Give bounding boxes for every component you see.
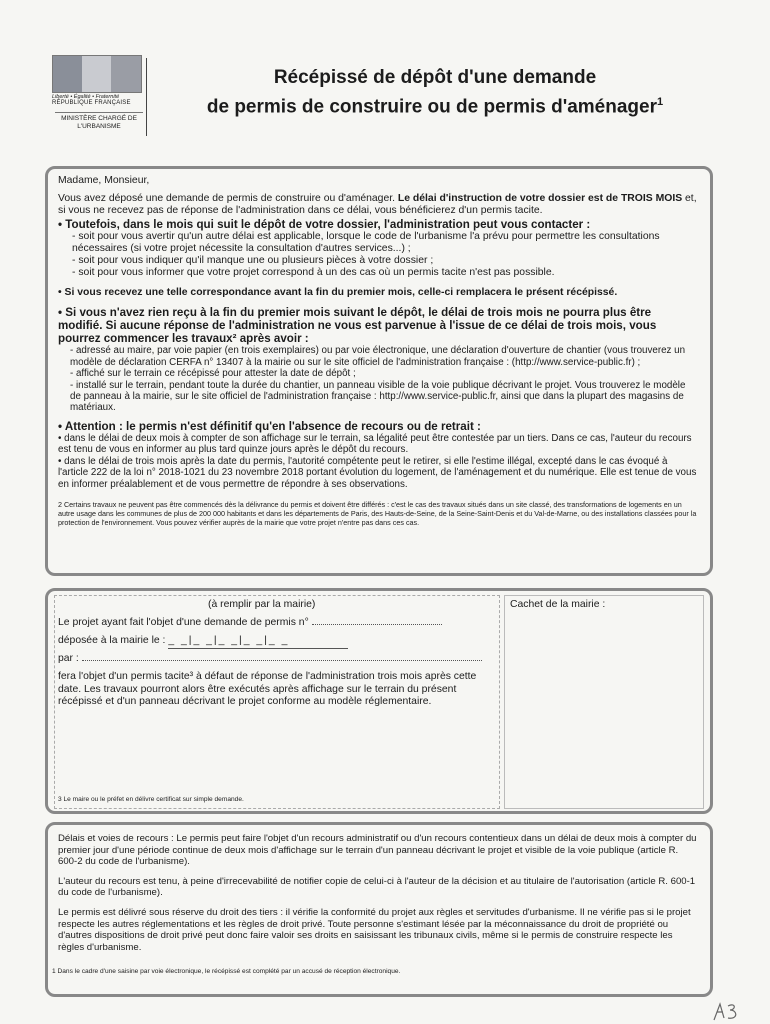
salutation: Madame, Monsieur, bbox=[58, 175, 150, 186]
no-reply-heading: • Si vous n'avez rien reçu à la fin du premier mois suivant le dépôt, le délai de trois mois ne pourra plus être modifié. Si aucune réponse de l'administration ne vous est parvenue à l'issue de ce délai de trois mois, vous pourrez commencer les travaux² après avoir : bbox=[58, 305, 657, 346]
logo-motto: Liberté • Égalité • Fraternité bbox=[52, 94, 120, 100]
mairie-form-box bbox=[45, 588, 713, 814]
appeal-deadlines: Délais et voies de recours : Le permis peut faire l'objet d'un recours administratif ou d'un recours contentieux dans un délai de deux mois à compter du premier jour d'une période continue de deux mois d'affichage sur le terrain d'un panneau décrivant le projet et visible de la voie publique (article R. 600-2 du code de l'urbanisme). bbox=[58, 833, 697, 868]
replacement-note: • Si vous recevez une telle correspondance avant la fin du premier mois, celle-ci remplacera le présent récépissé. bbox=[58, 286, 618, 298]
notice-box bbox=[45, 166, 713, 576]
footnote-2: 2 Certains travaux ne peuvent pas être commencés dès la délivrance du permis et doivent être différés : c'est le cas des travaux situés dans un site classé, des transformations de logements en un autre usage dans les communes de plus de 200 000 habitants et dans les départements de Paris, des Hauts-de-Seine, de la Seine-Saint-Denis et du Val-de-Marne, ou des installations classées pour la protection de l'environnement. Vous pouvez vérifier auprès de la mairie que votre projet n'entre pas dans ces cas. bbox=[58, 500, 697, 528]
project-number-label: Le projet ayant fait l'objet d'une demande de permis n° bbox=[58, 617, 309, 628]
works-item-2: - affiché sur le terrain ce récépissé pour attester la date de dépôt ; bbox=[70, 368, 356, 380]
handwritten-initials-icon bbox=[712, 998, 742, 1022]
attention-heading: • Attention : le permis n'est définitif qu'en l'absence de recours ou de retrait : bbox=[58, 419, 481, 433]
header-divider bbox=[146, 58, 147, 136]
applicant-label: par : bbox=[58, 653, 79, 664]
ministry-label: MINISTÈRE CHARGÉ DE L'URBANISME bbox=[55, 112, 143, 131]
applicant-field[interactable] bbox=[58, 653, 482, 666]
footnote-1: 1 Dans le cadre d'une saisine par voie électronique, le récépissé est complété par un accusé de réception électronique. bbox=[52, 968, 401, 975]
deposit-date-label: déposée à la mairie le : bbox=[58, 635, 166, 646]
contact-item-2: - soit pour vous indiquer qu'il manque une ou plusieurs pièces à votre dossier ; bbox=[72, 255, 434, 267]
title-line-1: Récépissé de dépôt d'une demande bbox=[273, 67, 597, 88]
attention-item-2: • dans le délai de trois mois après la date du permis, l'autorité compétente peut le retirer, si elle l'estime illégal, excepté dans le cas évoqué à l'article 222 de la loi n° 2018-1021 du 23 novembre 2018 portant évolution du logement, de l'aménagement et du numérique. Elle est tenue de vous en informer préalablement et de vous permettre de répondre à ses observations. bbox=[58, 455, 697, 490]
appeal-notification: L'auteur du recours est tenu, à peine d'irrecevabilité de notifier copie de celui-ci à l'auteur de la décision et au titulaire de l'autorisation (article R. 600-1 du code de l'urbanisme). bbox=[58, 875, 696, 899]
attention-item-1: • dans le délai de deux mois à compter de son affichage sur le terrain, sa légalité peut être contestée par un tiers. Dans ce cas, l'auteur du recours est tenu de vous en informer au plus tard quinze jours après le dépôt du recours. bbox=[58, 433, 692, 456]
works-item-3: - installé sur le terrain, pendant toute la durée du chantier, un panneau visible de la voie publique décrivant le projet. Vous trouverez le modèle de panneau à la mairie, sur le site officiel de l'administration française : http://www.service-public.fr, ainsi que dans la plupart des magasins de matériaux. bbox=[70, 379, 686, 414]
footnote-3: 3 Le maire ou le préfet en délivre certificat sur simple demande. bbox=[58, 796, 244, 803]
intro-end: et, si vous ne recevez pas de réponse de l'administration dans ce délai, vous bénéficierez d'un permis tacite. bbox=[58, 193, 697, 217]
form-heading: (à remplir par la mairie) bbox=[208, 599, 316, 610]
document-title bbox=[155, 66, 715, 119]
stamp-label: Cachet de la mairie : bbox=[510, 599, 606, 610]
deposit-date-field[interactable]: déposée à la mairie le : _ _|_ _|_ _|_ _|_ _ bbox=[58, 635, 348, 649]
logo-republic: RÉPUBLIQUE FRANÇAISE bbox=[52, 100, 131, 106]
contact-item-3: - soit pour vous informer que votre projet correspond à un des cas où un permis tacite n'est pas possible. bbox=[72, 267, 555, 279]
intro-paragraph bbox=[58, 193, 698, 217]
title-footnote-ref: 1 bbox=[656, 96, 664, 108]
project-number-field[interactable] bbox=[58, 617, 442, 630]
intro-plain: Vous avez déposé une demande de permis de construire ou d'aménager. bbox=[58, 193, 398, 205]
works-item-1: - adressé au maire, par voie papier (en trois exemplaires) ou par voie électronique, une déclaration d'ouverture de chantier (vous trouverez un modèle de déclaration CERFA n° 13407 à la mairie ou sur le site officiel de l'administration française : (http://www.service-public.fr) ; bbox=[70, 345, 686, 368]
tacit-permit-text: fera l'objet d'un permis tacite³ à défaut de réponse de l'administration trois mois après cette date. Les travaux pourront alors être exécutés après affichage sur le terrain du présent récépissé et d'un panneau décrivant le projet conforme au modèle réglementaire. bbox=[58, 671, 477, 707]
stamp-area bbox=[504, 595, 704, 809]
contact-item-1: - soit pour vous avertir qu'un autre délai est applicable, lorsque le code de l'urbanisme l'a prévu pour permettre les consultations nécessaires (si votre projet nécessite la consultation d'autres services...) ; bbox=[72, 230, 660, 255]
third-party-rights: Le permis est délivré sous réserve du droit des tiers : il vérifie la conformité du projet aux règles et servitudes d'urbanisme. Il ne vérifie pas si le projet respecte les autres réglementations et les règles de droit privé. Toute personne s'estimant lésée par la méconnaissance du droit de propriété ou d'autres dispositions de droit privé peut donc faire valoir ses droits en saisissant les tribunaux civils, même si le permis de construire respecte les règles d'urbanisme. bbox=[58, 906, 691, 953]
contact-heading: • Toutefois, dans le mois qui suit le dépôt de votre dossier, l'administration peut vous contacter : bbox=[58, 217, 591, 231]
marianne-logo-icon bbox=[52, 55, 142, 93]
intro-bold: Le délai d'instruction de votre dossier est de TROIS MOIS bbox=[397, 193, 683, 205]
title-line-2: de permis de construire ou de permis d'aménager bbox=[206, 96, 657, 118]
